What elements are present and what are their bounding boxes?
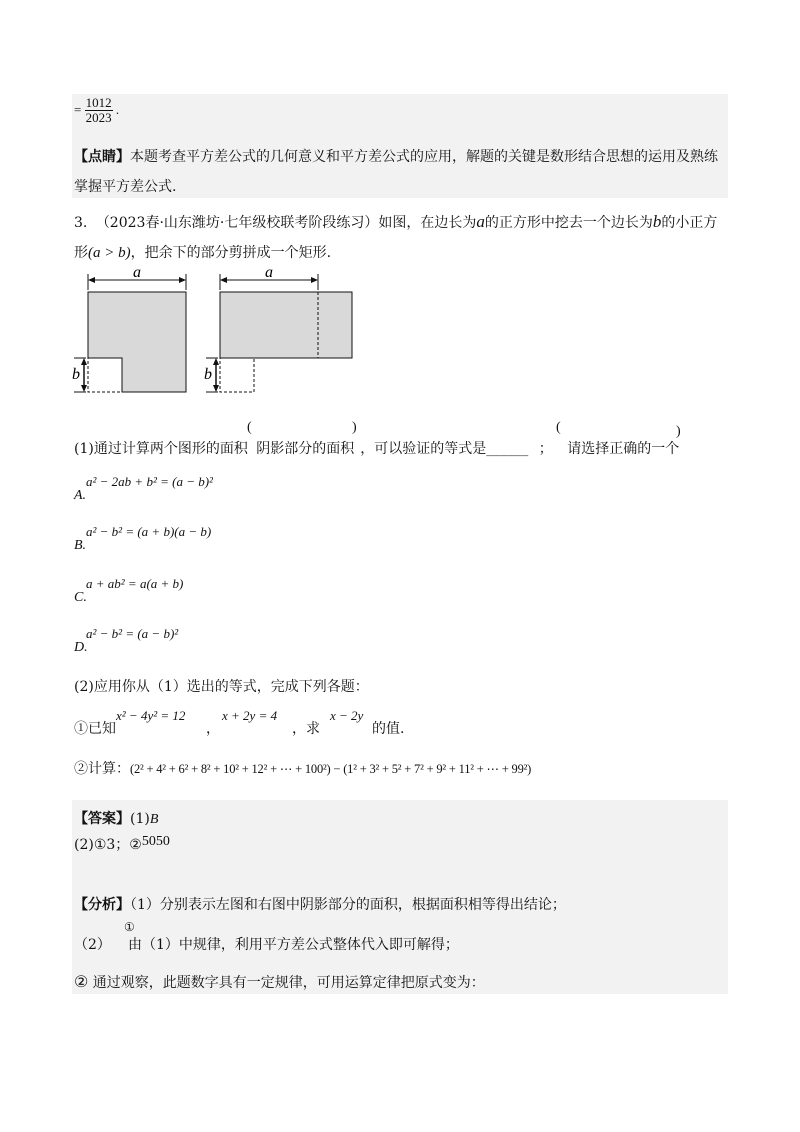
q1-equation-2: x + 2y = 4 <box>222 708 278 723</box>
answer-line-1 <box>74 808 158 828</box>
answer-line-2 <box>74 834 170 854</box>
answer-part1-value: B <box>149 812 159 827</box>
analysis-text-3: 通过观察，此题数字具有一定规律，可用运算定律把原式变为： <box>92 975 485 991</box>
analysis-part2-prefix: （2） <box>74 937 111 953</box>
part1-text-c: ，可以验证的等式是 <box>360 441 487 457</box>
q1-prefix: ①已知 <box>74 721 116 737</box>
answer-part2-value: 5050 <box>141 834 170 849</box>
part1-text-b: 阴影部分的面积 <box>256 441 355 457</box>
q1-mid-text: ，求 <box>292 721 320 737</box>
part2-q1 <box>74 708 494 738</box>
part1-semicolon: ； <box>538 441 553 457</box>
paren-close-1: ) <box>352 420 357 435</box>
fraction <box>85 96 113 126</box>
right-label-a: a <box>265 264 273 281</box>
answer-part1-label: (1) <box>130 811 150 827</box>
problem-text-2b: ，把余下的部分剪拼成一个矩形. <box>130 245 332 261</box>
analysis-text-1: （1）分别表示左图和右图中阴影部分的面积，根据面积相等得出结论； <box>130 897 566 913</box>
right-label-b: b <box>204 366 212 383</box>
option-d[interactable] <box>74 626 274 662</box>
paren-close-2: ) <box>676 424 681 439</box>
right-removed-square <box>220 358 254 392</box>
option-b[interactable] <box>74 524 274 560</box>
option-c[interactable] <box>74 576 274 612</box>
left-shaded-region <box>88 292 186 392</box>
problem-text-1a: 如图，在边长为 <box>378 215 477 231</box>
problem-text-2a: 形 <box>74 245 88 261</box>
problem-line-2 <box>74 242 331 262</box>
part1-question <box>74 438 679 458</box>
condition-a-gt-b: (a > b) <box>88 245 131 261</box>
q2-formula: (2² + 4² + 6² + 8² + 10² + 12² + ⋯ + 100²) − (1² + 3² + 5² + 7² + 9² + 11² + ⋯ + 99²) <box>130 762 532 776</box>
geometry-figure <box>60 264 370 400</box>
part2-q2 <box>74 758 531 778</box>
result-fraction <box>74 96 119 126</box>
dianjing-line-1 <box>74 146 718 166</box>
q1-equation-1: x² − 4y² = 12 <box>116 708 186 723</box>
analysis-circle-1: ① <box>124 920 135 934</box>
part2-intro-text: (2)应用你从（1）选出的等式，完成下列各题： <box>74 679 369 695</box>
dianjing-label: 【点睛】 <box>74 149 130 165</box>
analysis-line-2 <box>74 920 574 953</box>
variable-b: b <box>652 212 662 231</box>
paren-open-1: ( <box>247 420 252 435</box>
fraction-denominator: 2023 <box>85 110 112 126</box>
left-label-b: b <box>72 366 80 383</box>
analysis-circle-2: ② <box>74 972 89 991</box>
right-shaded-rectangle <box>220 292 352 358</box>
left-removed-square <box>88 358 122 392</box>
answer-label: 【答案】 <box>74 811 130 827</box>
analysis-line-1 <box>74 894 566 914</box>
problem-text-1c: 的小正方 <box>661 215 718 231</box>
equals-sign: = <box>74 101 82 117</box>
option-d-formula: a² − b² = (a − b)² <box>86 626 179 641</box>
problem-text-1b: 的正方形中挖去一个边长为 <box>484 215 653 231</box>
q2-prefix: ②计算： <box>74 761 130 777</box>
option-a-formula: a² − 2ab + b² = (a − b)² <box>86 474 213 489</box>
answer-part2-text: (2)①3；② <box>74 837 142 853</box>
part2-intro <box>74 676 369 696</box>
option-b-formula: a² − b² = (a + b)(a − b) <box>86 524 212 539</box>
fraction-numerator: 1012 <box>85 95 112 110</box>
analysis-line-3 <box>74 972 485 992</box>
q1-target-expression: x − 2y <box>330 708 364 723</box>
option-c-formula: a + ab² = a(a + b) <box>86 576 184 591</box>
left-label-a: a <box>133 264 141 281</box>
dianjing-text-1: 本题考查平方差公式的几何意义和平方差公式的应用，解题的关键是数形结合思想的运用及熟练 <box>130 149 718 165</box>
part1-text-a: (1)通过计算两个图形的面积 <box>74 441 248 457</box>
q1-end-text: 的值. <box>372 721 405 737</box>
part1-text-d: 请选择正确的一个 <box>567 441 680 457</box>
dianjing-text-2: 掌握平方差公式. <box>74 179 177 195</box>
answer-blank[interactable]: ______ <box>486 441 529 457</box>
option-c-letter: C. <box>74 590 87 605</box>
problem-line-1 <box>74 212 717 232</box>
option-b-letter: B. <box>74 538 87 553</box>
q1-separator: ， <box>206 721 220 737</box>
option-d-letter: D. <box>74 640 88 655</box>
variable-a: a <box>476 212 485 231</box>
period: . <box>115 101 120 117</box>
problem-number: 3. <box>74 215 88 231</box>
problem-source: （2023春·山东潍坊·七年级校联考阶段练习） <box>95 215 379 231</box>
dianjing-line-2 <box>74 176 176 196</box>
option-a-letter: A. <box>74 488 87 503</box>
analysis-text-2: 由（1）中规律，利用平方差公式整体代入即可解得； <box>128 937 459 953</box>
option-a[interactable] <box>74 474 274 510</box>
analysis-label: 【分析】 <box>74 897 130 913</box>
paren-open-2: ( <box>556 420 561 435</box>
